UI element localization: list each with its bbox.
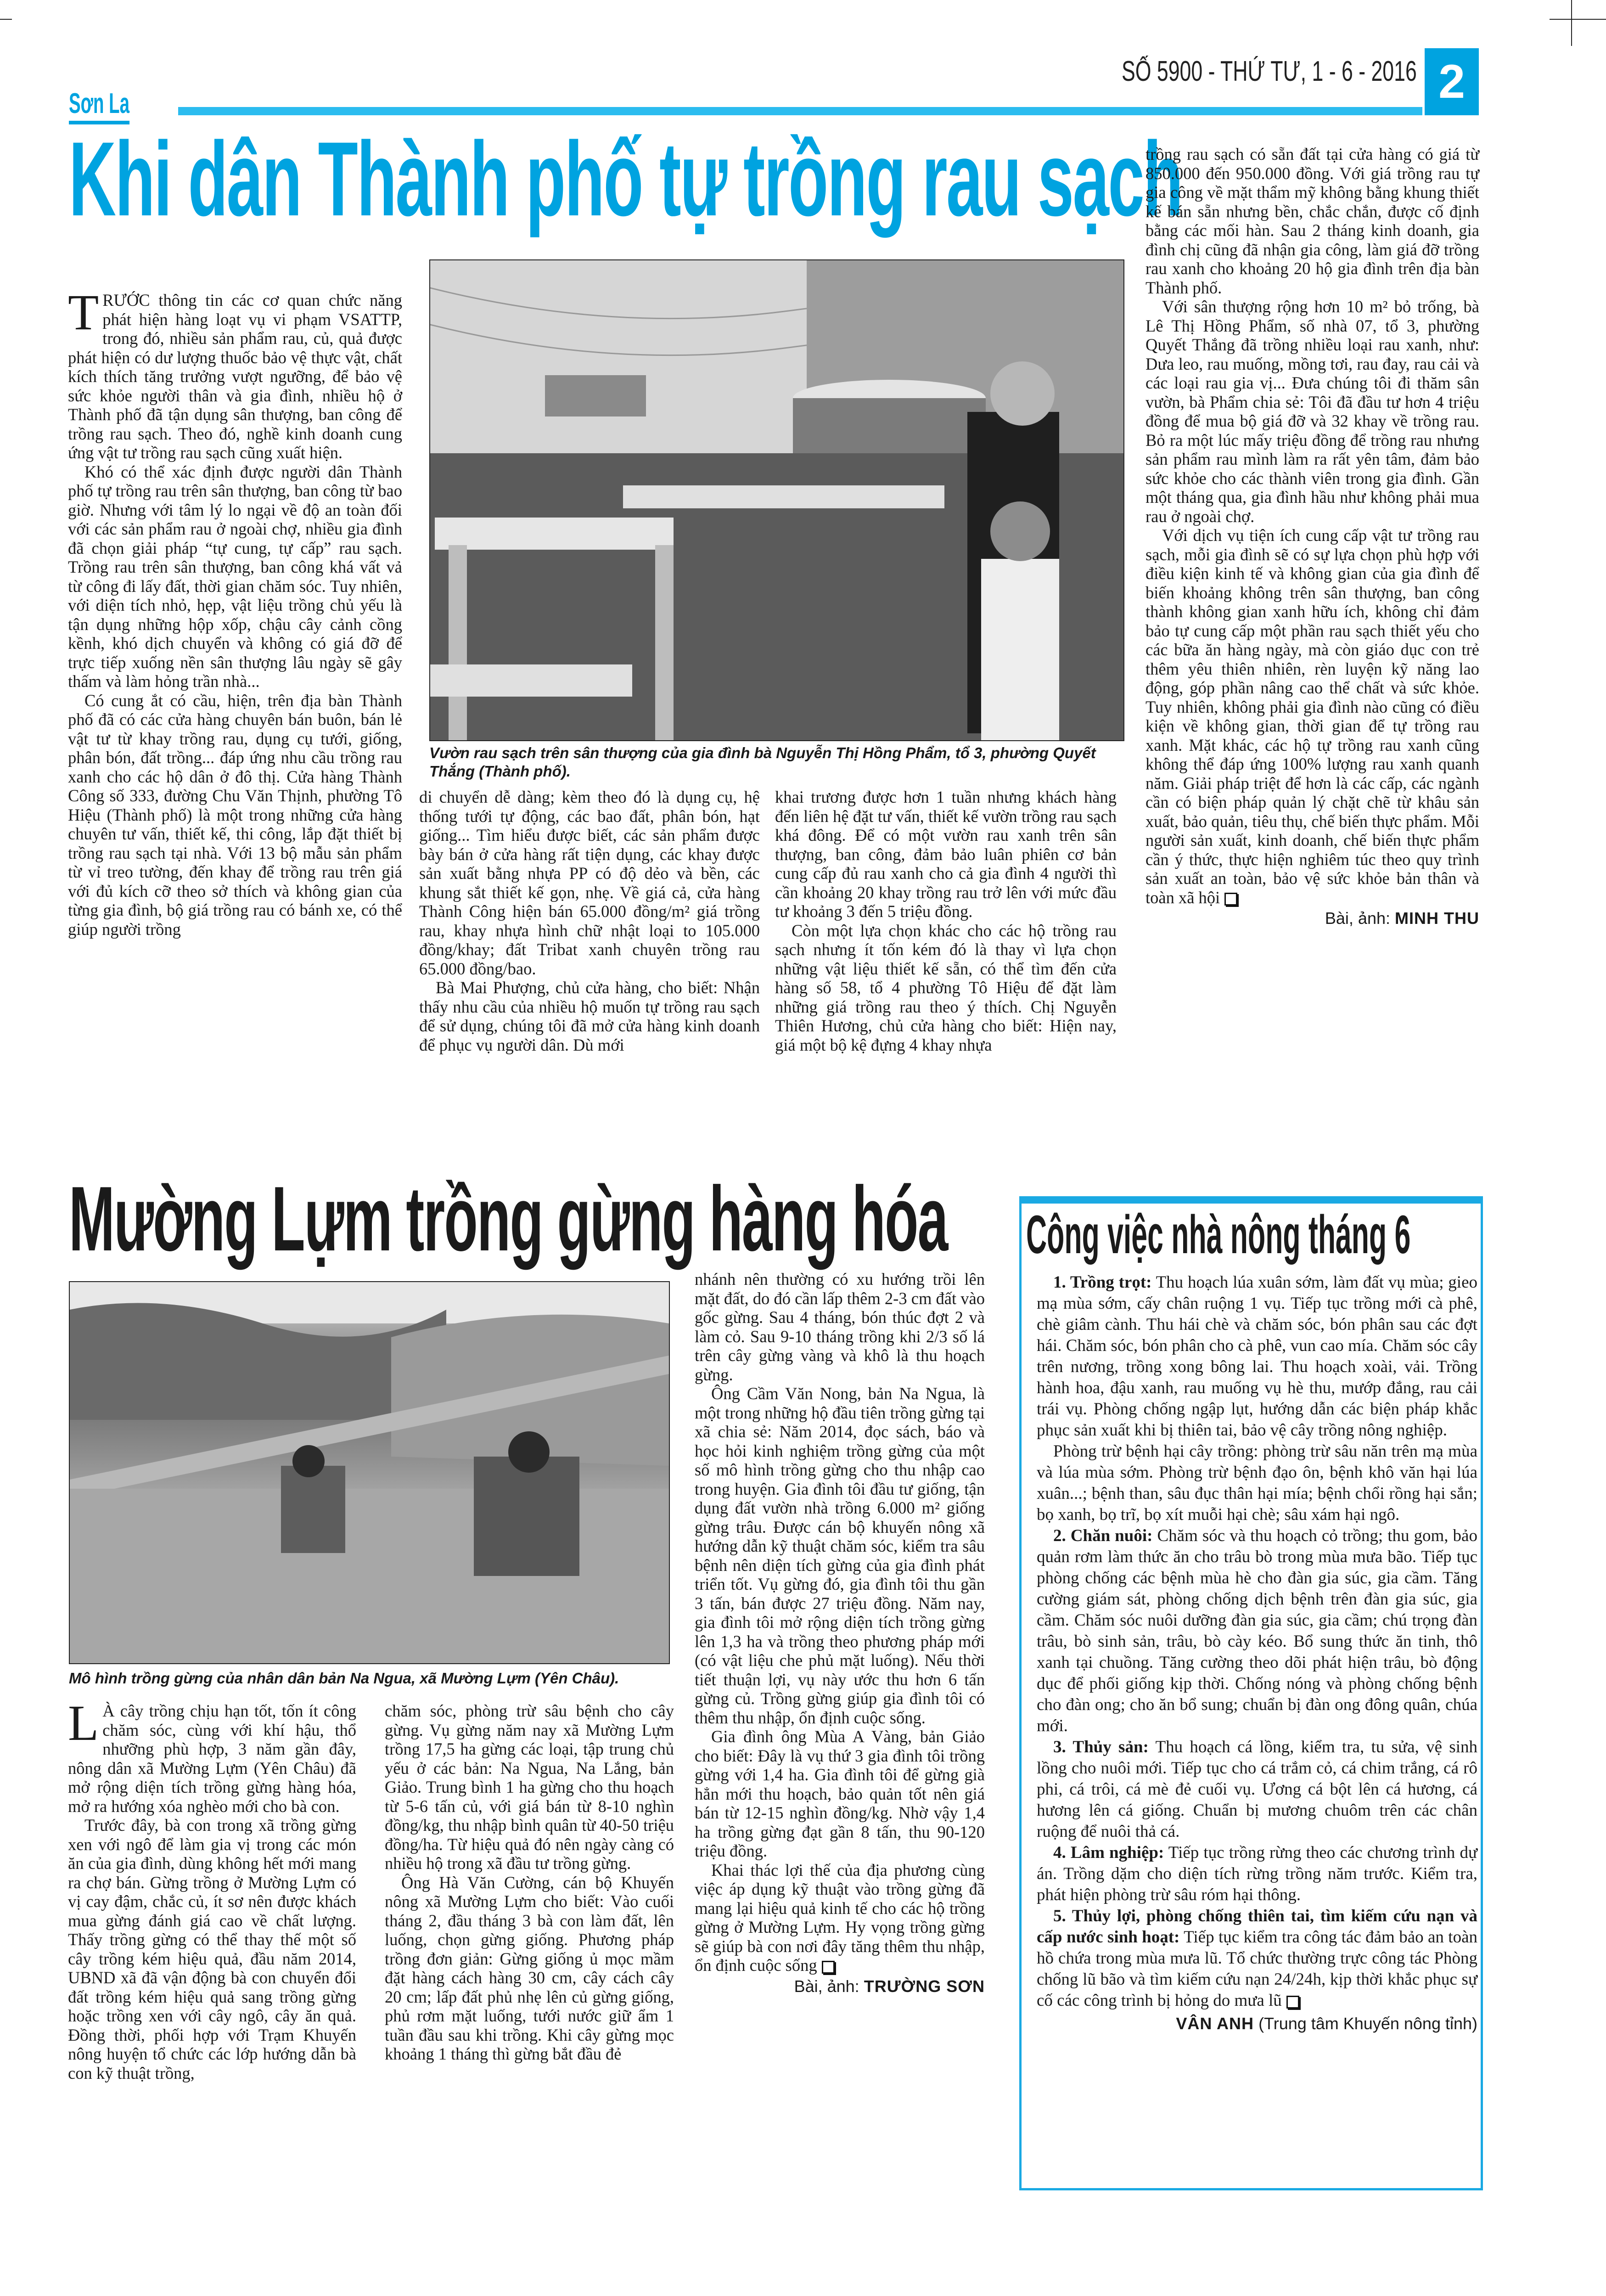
box-item: Phòng trừ bệnh hại cây trồng: phòng trừ sâu năn trên mạ mùa và lúa mùa sớm. Phòng trừ bệnh đạo ôn, bệnh khô văn hại lúa xuân...; bệnh than, sâu đục thân hại mía; bệnh chổi rồng hại sắn; bọ xanh, bọ trĩ, bọ xít muỗi hại chè; sâu xám hại ngô. xyxy=(1037,1442,1477,1524)
box-item: 4. Lâm nghiệp: Tiếp tục trồng rừng theo các chương trình dự án. Trồng dặm cho diện tích rừng trồng năm trước. Kiểm tra, phát hiện phòng trừ sâu róm hại thông. xyxy=(1037,1843,1477,1904)
article1-photo xyxy=(429,259,1124,741)
article2-column-3 xyxy=(695,1270,985,1996)
box-byline: VÂN ANH (Trung tâm Khuyến nông tỉnh) xyxy=(1176,2014,1477,2033)
box-item: 2. Chăn nuôi: Chăm sóc và thu hoạch cỏ trồng; thu gom, bảo quản rơm làm thức ăn cho trâu bò trong mùa mưa bão. Tiếp tục phòng chống các bệnh mùa hè cho đàn gia súc, gia cầm. Tăng cường giám sát, phòng chống dịch bệnh trên đàn gia súc, gia cầm. Chăm sóc nuôi dưỡng đàn gia súc, gia cầm; chú trọng đàn trâu, bò sinh sản, trâu, bò cày kéo. Bổ sung thức ăn tinh, thô xanh tại chuồng. Tăng cường theo dõi phát hiện trâu, bò động dục để phối giống kịp thời. Chống nóng và phòng chống bệnh cho đàn ong; cho ăn bổ sung; chuẩn bị đàn ong đông quân, chúa mới. xyxy=(1037,1526,1477,1735)
box-item: 5. Thủy lợi, phòng chống thiên tai, tìm kiếm cứu nạn và cấp nước sinh hoạt: Tiếp tục kiểm tra công tác đảm bảo an toàn hồ chứa trong mùa mưa lũ. Tổ chức thường trực công tác Phòng chống lũ bão và tìm kiếm cứu nạn 24/24h, kịp thời khắc phục sự cố các công trình bị hỏng do mưa lũ xyxy=(1037,1907,1478,2010)
article1-paragraph: Có cung ắt có cầu, hiện, trên địa bàn Thành phố đã có các cửa hàng chuyên bán buôn, bán lẻ vật tư từ khay trồng rau, dụng cụ tưới, giống, phân bón, đất trồng... đáp ứng nhu cầu trồng rau xanh cho các hộ dân ở đô thị. Cửa hàng Thành Công số 333, đường Chu Văn Thịnh, phường Tô Hiệu (Thành phố) là một trong những cửa hàng chuyên tư vấn, thiết kế, thi công, lắp đặt thiết bị trồng rau sạch tại nhà. Với 13 bộ mẫu sản phẩm từ vỉ treo tường, đến khay để trồng rau trên giá với đủ kích cỡ theo sở thích và không gian của từng gia đình, bộ giá trồng rau có bánh xe, có thể giúp người trồng xyxy=(68,691,402,939)
article1-paragraph: Với sân thượng rộng hơn 10 m² bỏ trống, bà Lê Thị Hồng Phẩm, số nhà 07, tổ 3, phường Quyết Thắng đã trồng nhiều loại rau xanh, như: Dưa leo, rau muống, mồng tơi, rau đay, rau cải và các loại rau gia vị... Đưa chúng tôi đi thăm sân vườn, bà Phẩm chia sẻ: Tôi đã đầu tư hơn 4 triệu đồng để mua bộ giá đỡ và 32 khay về trồng rau. Bỏ ra một lúc mấy triệu đồng để trồng rau nhưng sản phẩm rau mình làm ra rất yên tâm, đảm bảo sức khỏe cho các thành viên trong gia đình. Gần một tháng qua, gia đình hầu như không phải mua rau ở ngoài chợ. xyxy=(1146,297,1479,526)
article1-paragraph: Còn một lựa chọn khác cho các hộ trồng rau sạch nhưng ít tốn kém đó là thay vì lựa chọn những vật liệu thiết kế sẵn, có thể tìm đến cửa hàng số 58, tổ 4 phường Tô Hiệu để đặt làm những giá trồng rau theo ý thích. Chị Nguyễn Thiên Hương, chủ cửa hàng cho biết: Hiện nay, giá một bộ kệ đựng 4 khay nhựa xyxy=(775,921,1117,1054)
article2-column-1 xyxy=(68,1695,356,2082)
article2-paragraph: Ông Hà Văn Cường, cán bộ Khuyến nông xã Mường Lựm cho biết: Vào cuối tháng 2, đầu tháng 3 bà con làm đất, lên luống, chọn gừng giống. Phương pháp trồng đơn giản: Gừng giống ủ mọc mầm đặt hàng cách hàng 30 cm, cây cách cây 20 cm; lấp đất phủ nhẹ lên củ gừng giống, phủ rơm mặt luống, tưới nước giữ ẩm 1 tuần đầu sau khi trồng. Khi cây gừng mọc khoảng 1 tháng thì gừng bắt đầu đẻ xyxy=(385,1873,674,2063)
farm-work-box-body xyxy=(1037,1272,1477,2034)
article2-headline: Mường Lựm trồng gừng hàng hóa xyxy=(69,1168,948,1270)
article1-photo-caption: Vườn rau sạch trên sân thượng của gia đình bà Nguyễn Thị Hồng Phẩm, tổ 3, phường Quyết Thắng (Thành phố). xyxy=(429,744,1096,780)
header-rule xyxy=(178,107,1422,115)
crop-mark xyxy=(0,19,12,20)
box-item: 3. Thủy sản: Thu hoạch cá lồng, kiểm tra, tu sửa, vệ sinh lồng cho nuôi mới. Tiếp tục cho cá trắm cỏ, cá chim trắng, cá rô phi, cá trôi, cá mè đẻ cuối vụ. Ương cá bột lên cá hương, cá hương lên cá giống. Chuẩn bị mương chuôm trên các chân ruộng để nuôi thả cá. xyxy=(1037,1738,1477,1841)
article2-column-2 xyxy=(385,1701,674,2064)
crop-mark xyxy=(1571,0,1572,46)
dropcap: L xyxy=(68,1695,99,1751)
article1-paragraph: di chuyển dễ dàng; kèm theo đó là dụng cụ, hệ thống tưới tự động, các bao đất, phân bón, hạt giống... Tìm hiểu được biết, các sản phẩm được bày bán ở cửa hàng rất tiện dụng, các khay được sản xuất bằng nhựa PP có độ dẻo và bền, các khung sắt thiết kế gọn, nhẹ. Về giá cả, cửa hàng Thành Công hiện bán 65.000 đồng/m² giá trồng rau, khay nhựa hình chữ nhật loại to 105.000 đồng/khay; đất Tribat xanh chuyên trồng rau 65.000 đồng/bao. xyxy=(419,788,760,978)
article1-paragraph: khai trương được hơn 1 tuần nhưng khách hàng đến liên hệ đặt tư vấn, thiết kế vườn trồng rau sạch khá đông. Để có một vườn rau xanh trên sân thượng, ban công, đảm bảo luân phiên cơ bản cung cấp đủ rau xanh cho cả gia đình 4 người thì cần khoảng 20 khay trồng rau trở lên với mức đầu tư khoảng 3 đến 5 triệu đồng. xyxy=(775,788,1117,921)
page-number: 2 xyxy=(1425,48,1479,115)
article2-paragraph: Trước đây, bà con trong xã trồng gừng xen với ngô để làm gia vị trong các món ăn của gia đình, dùng không hết mới mang ra chợ bán. Gừng trồng ở Mường Lựm có vị cay đậm, chắc củ, ít sơ nên được khách mua gừng đánh giá cao về chất lượng. Thấy trồng gừng có thể thay thế một số cây trồng kém hiệu quả, đầu năm 2014, UBND xã đã vận động bà con chuyển đổi đất trồng kém hiệu quả sang trồng gừng hoặc trồng xen với cây ngô, cây ăn quả. Đồng thời, phối hợp với Trạm Khuyến nông huyện tổ chức các lớp hướng dẫn bà con kỹ thuật trồng, xyxy=(68,1816,356,2082)
article2-paragraph: Khai thác lợi thế của địa phương cùng việc áp dụng kỹ thuật vào trồng gừng đã mang lại hiệu quả kinh tế cho các hộ trồng gừng ở Mường Lựm. Hy vọng trồng gừng sẽ giúp bà con nơi đây tăng thêm thu nhập, ổn định cuộc sống xyxy=(695,1860,985,1975)
article2-paragraph: Gia đình ông Mùa A Vàng, bản Giảo cho biết: Đây là vụ thứ 3 gia đình tôi trồng gừng với 1,4 ha. Gia đình tôi để gừng già hẳn mới thu hoạch, bảo quản tốt nên giá bán từ 12-15 nghìn đồng/kg. Nhờ vậy 1,4 ha trồng gừng đạt gần 8 tấn, thu 90-120 triệu đồng. xyxy=(695,1727,985,1860)
article2-paragraph: chăm sóc, phòng trừ sâu bệnh cho cây gừng. Vụ gừng năm nay xã Mường Lựm trồng 17,5 ha gừng các loại, tập trung chủ yếu ở các bản: Na Ngua, Na Lắng, bản Giảo. Trung bình 1 ha gừng cho thu hoạch từ 5-6 tấn củ, với giá bán từ 8-10 nghìn đồng/kg, thu nhập bình quân từ 40-50 triệu đồng/ha. Từ hiệu quả đó nên ngày càng có nhiều hộ trong xã đầu tư trồng gừng. xyxy=(385,1701,674,1873)
ginger-field-image xyxy=(70,1282,669,1663)
box-item: 1. Trồng trọt: Thu hoạch lúa xuân sớm, làm đất vụ mùa; gieo mạ mùa sớm, cấy chân ruộng 1 vụ. Tiếp tục trồng mới cà phê, chè giâm cành. Thu hái chè và chăm sóc, bón phân sau các đợt hái. Chăm sóc, bón phân cho cà phê, vun cao mía. Chăm sóc cây trên nương, trồng xong bông lai. Thu hoạch xoài, vải. Trồng hành hoa, đậu xanh, rau muống vụ hè thu, mướp đắng, rau cải trái vụ. Phòng chống ngập lụt, hướng dẫn các biện pháp khắc phục sản xuất khi bị thiên tai, bảo vệ cây trồng nông nghiệp. xyxy=(1037,1273,1478,1440)
article1-byline: Bài, ảnh: MINH THU xyxy=(1325,909,1479,928)
end-mark-icon xyxy=(822,1961,835,1974)
article2-paragraph: nhánh nên thường có xu hướng trồi lên mặt đất, do đó cần lấp thêm 2-3 cm đất vào gốc gừng. Sau 4 tháng, bón thúc đợt 2 và làm cỏ. Sau 9-10 tháng trồng khi 2/3 số lá trên cây gừng vàng và khô là thu hoạch gừng. xyxy=(695,1270,985,1384)
farm-work-box-title: Công việc nhà nông tháng 6 xyxy=(1026,1204,1411,1265)
article2-byline: Bài, ảnh: TRƯỜNG SƠN xyxy=(794,1976,985,1996)
article1-paragraph: TRƯỚC thông tin các cơ quan chức năng phát hiện hàng loạt vụ vi phạm VSATTP, trong đó, nhiều sản phẩm rau, củ, quả được phát hiện có dư lượng thuốc bảo vệ thực vật, chất kích thích tăng trưởng vượt ngưỡng, để bảo vệ sức khỏe người thân và gia đình, nhiều hộ ở Thành phố đã tận dụng sân thượng, ban công để trồng rau sạch. Theo đó, nghề kinh doanh cung ứng vật tư trồng rau sạch cũng xuất hiện. xyxy=(68,284,402,462)
article1-paragraph: Khó có thể xác định được người dân Thành phố tự trồng rau trên sân thượng, ban công từ bao giờ. Nhưng với tâm lý lo ngại về độ an toàn đối với các sản phẩm rau ở ngoài chợ, nhiều gia đình đã chọn giải pháp “tự cung, tự cấp” rau sạch. Trồng rau trên sân thượng, ban công khá vất vả từ công đi lấy đất, thời gian chăm sóc. Tuy nhiên, với diện tích nhỏ, hẹp, vật liệu trồng chủ yếu là tận dụng những hộp xốp, chậu cây cảnh cồng kềnh, khó dịch chuyển và không có giá đỡ để trực tiếp xuống nền sân thượng lâu ngày sẽ gây thấm và làm hỏng trần nhà... xyxy=(68,462,402,691)
article1-column-4 xyxy=(1146,145,1479,928)
crop-mark xyxy=(1550,19,1606,20)
article1-paragraph: trồng rau sạch có sẵn đất tại cửa hàng có giá từ 850.000 đến 950.000 đồng. Với giá trồng rau tự gia công về mặt thẩm mỹ không bằng khung thiết kế bán sẵn nhưng bền, chắc chắn, được cố định bằng các mối hàn. Sau 2 tháng kinh doanh, gia đình chị cũng đã nhận gia công, làm giá đỡ trồng rau xanh cho khoảng 20 hộ gia đình trên địa bàn Thành phố. xyxy=(1146,145,1479,297)
end-mark-icon xyxy=(1286,1996,1299,2009)
dropcap: T xyxy=(68,284,99,340)
article2-photo xyxy=(69,1281,670,1664)
article1-column-1 xyxy=(68,284,402,1117)
article1-column-2 xyxy=(419,788,760,1054)
article1-paragraph: Với dịch vụ tiện ích cung cấp vật tư trồng rau sạch, mỗi gia đình sẽ có sự lựa chọn phù hợp với điều kiện kinh tế và không gian của gia đình để biến khoảng không trên sân thượng, ban công thành không gian xanh hữu ích, không chỉ đảm bảo tự cung cấp một phần rau sạch thiết yếu cho các bữa ăn hàng ngày, mà còn giáo dục con trẻ thêm yêu thiên nhiên, rèn luyện kỹ năng lao động, góp phần nâng cao thể chất và sức khỏe. Tuy nhiên, không phải gia đình nào cũng có điều kiện về không gian, thời gian để tự trồng rau xanh. Mặt khác, các hộ tự trồng rau xanh cũng không thể đáp ứng 100% lượng rau xanh quanh năm. Giải pháp triệt để hơn là các cấp, các ngành cần có biện pháp quản lý chặt chẽ từ khâu sản xuất, bảo quản, tiêu thụ, chế biến thực phẩm. Mỗi người sản xuất, kinh doanh, chế biến thực phẩm cần ý thức, thực hiện nghiêm túc theo quy trình sản xuất an toàn, bảo vệ sức khỏe bản thân và toàn xã hội xyxy=(1146,526,1479,907)
article2-paragraph: L À cây trồng chịu hạn tốt, tốn ít công chăm sóc, cùng với khí hậu, thổ nhưỡng phù hợp, 3 năm gần đây, nông dân xã Mường Lựm (Yên Châu) đã mở rộng diện tích trồng gừng hàng hóa, mở ra hướng xóa nghèo mới cho bà con. xyxy=(68,1695,356,1816)
issue-info: SỐ 5900 - THỨ TƯ, 1 - 6 - 2016 xyxy=(1122,56,1417,87)
end-mark-icon xyxy=(1224,893,1237,906)
article1-column-3 xyxy=(775,788,1117,1054)
article2-paragraph: Ông Cầm Văn Nong, bản Na Ngua, là một trong những hộ đầu tiên trồng gừng tại xã chia sẻ: Năm 2014, đọc sách, báo và học hỏi kinh nghiệm trồng gừng của một số mô hình trồng gừng cho thu nhập cao trong huyện. Gia đình tôi đầu tư giống, tận dụng đất vườn nhà trồng 6.000 m² giống gừng trâu. Được cán bộ khuyến nông xã hướng dẫn kỹ thuật chăm sóc, kiểm tra sâu bệnh nên diện tích gừng của gia đình phát triển tốt. Vụ gừng đó, gia đình tôi thu gần 3 tấn, bán được 27 triệu đồng. Năm nay, gia đình tôi mở rộng diện tích trồng gừng lên 1,3 ha và trồng theo phương pháp mới (có vật liệu che phủ mặt luống). Nếu thời tiết thuận lợi, vụ này ước thu hơn 6 tấn gừng củ. Trồng gừng giúp gia đình tôi có thêm thu nhập, ổn định cuộc sống. xyxy=(695,1384,985,1727)
article1-paragraph: Bà Mai Phượng, chủ cửa hàng, cho biết: Nhận thấy nhu cầu của nhiều hộ muốn tự trồng rau sạch để sử dụng, chúng tôi đã mở cửa hàng kinh doanh để phục vụ người dân. Dù mới xyxy=(419,978,760,1054)
rooftop-garden-image xyxy=(430,260,1123,740)
section-name: Sơn La xyxy=(69,90,129,124)
article2-photo-caption: Mô hình trồng gừng của nhân dân bản Na Ngua, xã Mường Lựm (Yên Châu). xyxy=(69,1670,619,1687)
article1-headline: Khi dân Thành phố tự trồng rau sạch xyxy=(69,120,1182,238)
